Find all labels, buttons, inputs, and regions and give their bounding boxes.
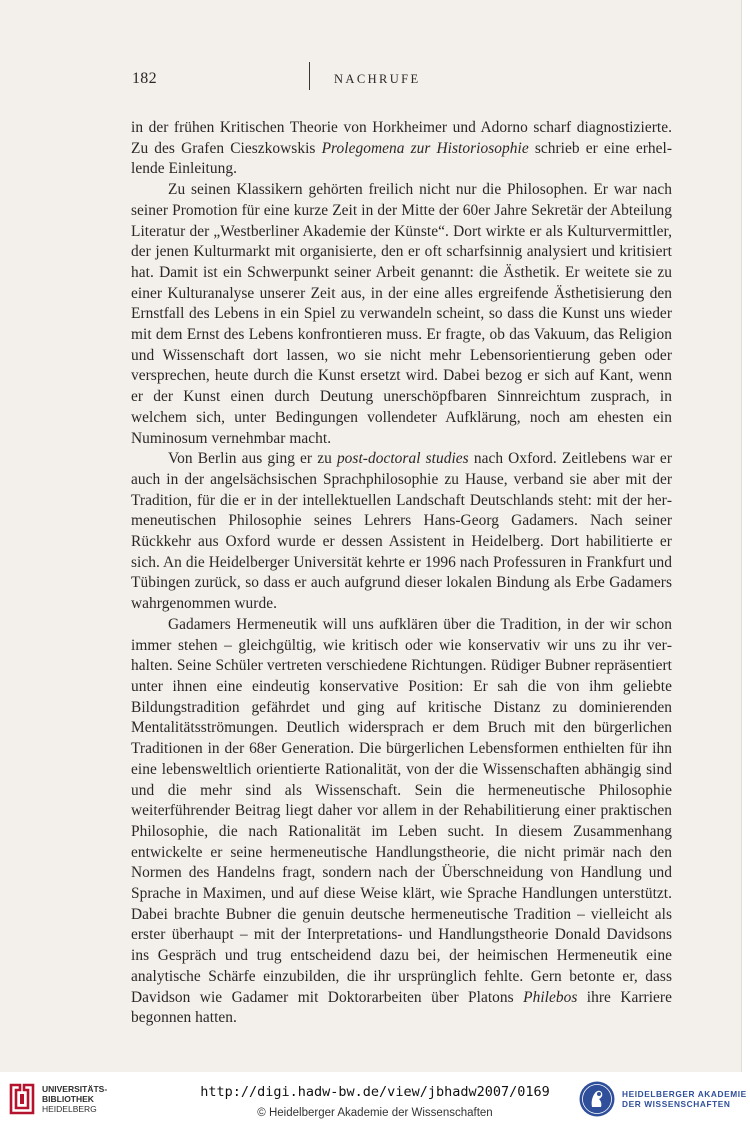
academy-seal-icon [578, 1080, 616, 1118]
text-run: Gadamers Hermeneutik will uns aufklären über die Tradition, in der wir schon immer stehen – gleichgültig, wie kritisch oder wie konservativ wir uns zu ihr verhalten. Seine Schüler vertreten verschiedene Richtungen. Rüdiger Bubner repräsentiert unter ihnen eine eindeutig konservative Position: Er sah die von ihm geliebte Bildungstradition gefährdet und ging auf kritische Distanz zu dominierenden Mentalitätsströmungen. Deutlich widersprach er dem Bruch mit den bürgerlichen Traditionen in der 68er Generation. Die bürgerlichen Lebensformen enthielten für ihn eine lebensweltlich orientierte Rationalität, von der die Wissenschaften abhängig sind und die mehr sind als Wissenschaft. Sein die hermeneutische Philosophie weiterführender Beitrag liegt daher vor allem in der Rehabilitierung einer praktischen Philosophie, die nach Rationalität im Leben sucht. In diesem Zusammenhang entwickelte er seine hermeneutische Handlungstheorie, die nicht primär nach den Normen des Handelns fragt, sondern nach der Überschneidung von Handlung und Sprache in Maximen, und auf diese Weise klärt, wie Sprache Handlungen unterstützt. Dabei brachte Bubner die genuin deutsche hermeneutische Tradition – vielleicht als erster überhaupt – mit der Interpretations- und Handlungstheorie Donald Davidsons ins Gespräch und trug entscheidend dazu bei, der heimischen Hermeneutik eine analytische Schärfe einzubilden, die ihr ursprünglich fehlte. Gern betonte er, dass Davidson wie Gadamer mit Doktorarbeiten über Platons [131, 615, 672, 1006]
paragraph [131, 615, 672, 1029]
copyright-notice: © Heidelberger Akademie der Wissenschaften [257, 1107, 493, 1119]
paragraph [131, 118, 672, 180]
italic-title: post-doctoral studies [336, 450, 469, 468]
text-run: nach Oxford. Zeitlebens war er auch in der angelsächsischen Sprachphilosophie zu Hause, verband sie aber mit der Tradition, für die er in der intellektuellen Landschaft Deutschlands steht: mit der hermeneutischen Philosophie seines Lehrers Hans-Georg Gadamers. Nach seiner Rückkehr aus Oxford wurde er dessen Assistent in Heidelberg. Dort habilitierte er sich. An die Heidelberger Universität kehrte er 1996 nach Professuren in Frankfurt und Tübingen zurück, so dass er auch aufgrund dieser lokalen Bindung als Erbe Gadamers wahrgenommen wurde. [131, 450, 672, 613]
text-run: in der frühen Kritischen Theorie von Horkheimer und Adorno scharf diagnostizierte. Zu des Grafen Cieszkowskis [131, 119, 672, 157]
academy-line-2: DER WISSENSCHAFTEN [622, 1099, 731, 1109]
italic-title: Philebos [523, 988, 578, 1006]
academy-name [622, 1089, 747, 1109]
running-head [132, 66, 661, 92]
academy-line-1: HEIDELBERGER AKADEMIE [622, 1089, 747, 1099]
section-title: NACHRUFE [334, 72, 421, 86]
text-run: Zu seinen Klassikern gehörten freilich nicht nur die Philosophen. Er war nach seiner Promotion für eine kurze Zeit in der Mitte der 60er Jahre Sekretär der Abteilung Literatur der „Westberliner Akademie der Künste“. Dort wirkte er als Kulturvermittler, der jenen Kulturmarkt mit organisierte, den er oft scharfsinnig analysiert und kritisiert hat. Damit ist ein Schwerpunkt seiner Arbeit genannt: die Ästhetik. Er weitete sie zu einer Kulturanalyse unserer Zeit aus, in der eine alles ergreifende Ästhetisierung den Ernstfall des Lebens in ein Spiel zu verwandeln scheint, so dass die Kunst uns wieder mit dem Ernst des Lebens konfrontieren muss. Er fragte, ob das Vakuum, das Religion und Wissenschaft dort lassen, wo sie nicht mehr Lebensorientierung geben oder versprechen, heute durch die Kunst ersetzt wird. Dabei bezog er sich auf Kant, wenn er der Kunst einen durch Deutung unerschöpfbaren Sinnreichtum zusprach, in welchem sich, unter Bedingungen vollendeter Aufklärung, noch am ehesten ein Numinosum vernehmbar macht. [131, 181, 672, 447]
paragraph [131, 449, 672, 615]
permalink[interactable]: http://digi.hadw-bw.de/view/jbhadw2007/0169 [200, 1084, 550, 1100]
library-line-1: UNIVERSITÄTS- [42, 1084, 108, 1094]
text-run: ihre Karriere begonnen hatten. [131, 988, 672, 1027]
paragraph [131, 180, 672, 449]
text-run: schrieb er eine erhellende Einleitung. [131, 139, 672, 178]
italic-title: Prolegomena zur Historiosophie [321, 139, 529, 157]
library-line-3: HEIDELBERG [42, 1104, 97, 1114]
academy-logo[interactable] [578, 1080, 748, 1120]
header-divider [309, 62, 310, 90]
footer [0, 1072, 750, 1127]
page-number: 182 [132, 70, 157, 87]
body-text [131, 118, 672, 1029]
library-line-2: BIBLIOTHEK [42, 1094, 94, 1104]
text-run: Von Berlin aus ging er zu [168, 450, 337, 468]
